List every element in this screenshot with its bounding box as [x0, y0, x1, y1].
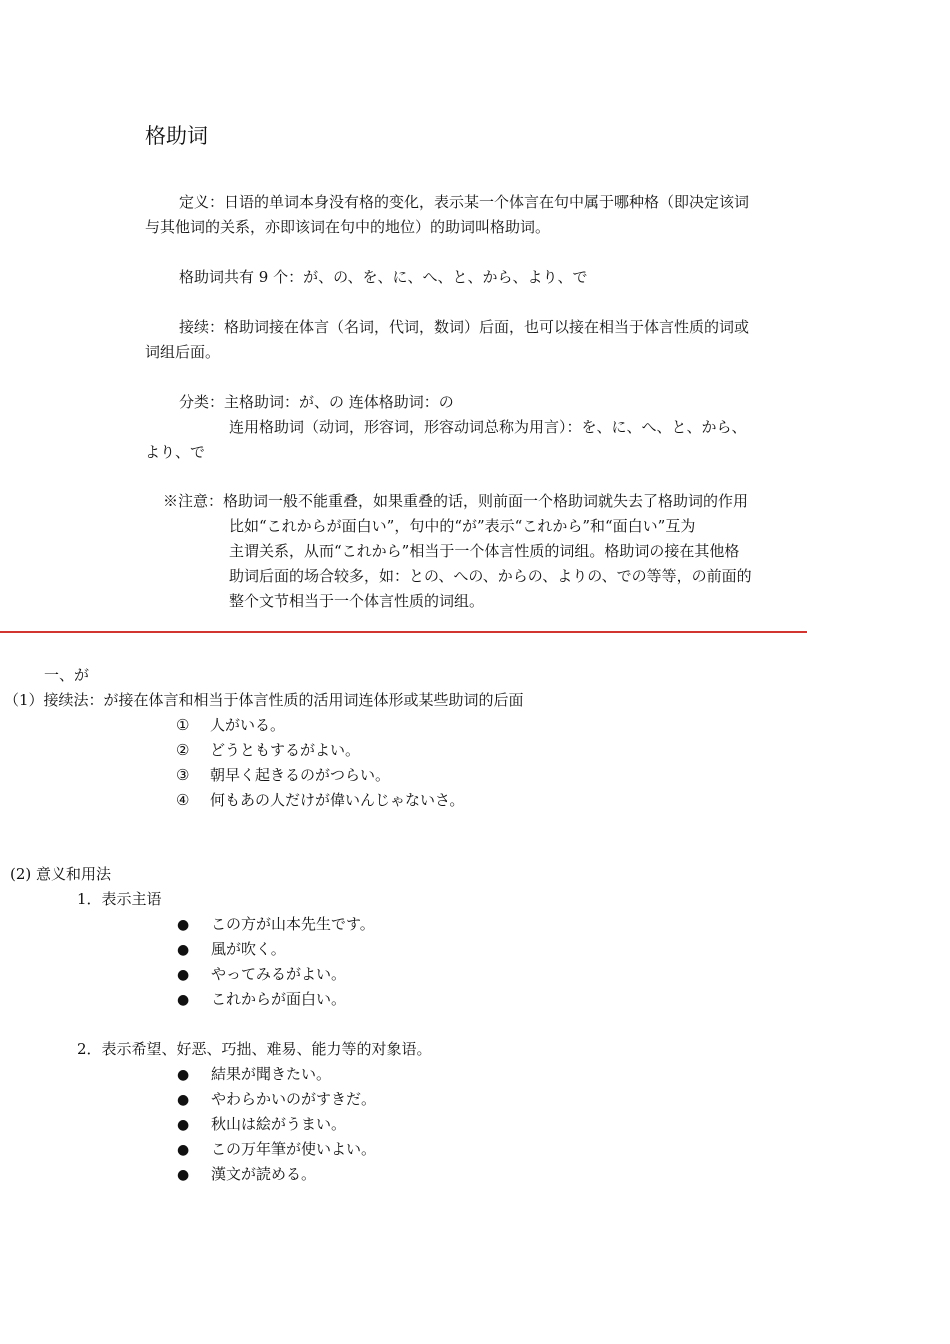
bullet-item	[177, 962, 346, 988]
classification-line-2: 连用格助词（动词，形容词，形容动词总称为用言）：を、に、へ、と、から、	[229, 418, 747, 436]
bullet-item	[177, 1087, 376, 1113]
connection-line-2: 词组后面。	[145, 343, 221, 361]
bullet-item	[177, 1137, 376, 1163]
bullet-text: やってみるがよい。	[211, 965, 347, 983]
bullet-icon: ●	[177, 942, 190, 958]
bullet-text: これからが面白い。	[211, 990, 347, 1008]
example-text: 人がいる。	[210, 716, 286, 734]
bullet-icon: ●	[177, 967, 190, 983]
bullet-icon: ●	[177, 1142, 190, 1158]
bullet-text: この方が山本先生です。	[211, 915, 375, 933]
bullet-text: 漢文が読める。	[211, 1165, 317, 1183]
example-marker: ①	[176, 716, 190, 734]
definition-line-1: 定义：日语的单词本身没有格的变化，表示某一个体言在句中属于哪种格（即决定该词	[179, 193, 750, 211]
connection-line-1: 接续：格助词接在体言（名词，代词，数词）后面，也可以接在相当于体言性质的词或	[179, 318, 750, 336]
bullet-icon: ●	[177, 1167, 190, 1183]
example-text: 何もあの人だけが偉いんじゃないさ。	[210, 791, 465, 809]
bullet-item	[177, 1112, 346, 1138]
part2-heading: (2) 意义和用法	[10, 865, 112, 883]
bullet-item	[177, 1062, 331, 1088]
example-item	[176, 738, 360, 763]
bullet-text: この万年筆が使いよい。	[211, 1140, 377, 1158]
example-marker: ②	[176, 741, 190, 759]
example-text: どうともするがよい。	[210, 741, 361, 759]
definition-line-2: 与其他词的关系，亦即该词在句中的地位）的助词叫格助词。	[145, 218, 551, 236]
bullet-item	[177, 1162, 316, 1188]
part1-heading: （1）接续法：が接在体言和相当于体言性质的活用词连体形或某些助词的后面	[4, 691, 524, 709]
page-title: 格助词	[145, 124, 208, 148]
example-item	[176, 763, 390, 788]
bullet-item	[177, 937, 286, 963]
note-line-1: ※注意：格助词一般不能重叠，如果重叠的话，则前面一个格助词就失去了格助词的作用	[163, 492, 749, 510]
bullet-item	[177, 912, 375, 938]
example-item	[176, 713, 285, 738]
example-marker: ③	[176, 766, 190, 784]
bullet-icon: ●	[177, 917, 190, 933]
note-line-2: 比如“これからが面白い”，句中的“が”表示“これから”和“面白い”互为	[229, 517, 696, 535]
bullet-text: 結果が聞きたい。	[211, 1065, 332, 1083]
bullet-text: 秋山は絵がうまい。	[211, 1115, 347, 1133]
section-heading: 一、が	[44, 666, 90, 684]
bullet-item	[177, 987, 346, 1013]
note-line-4: 助词后面的场合较多，如：との、への、からの、よりの、での等等，の前面的	[229, 567, 752, 585]
bullet-icon: ●	[177, 1092, 190, 1108]
bullet-icon: ●	[177, 992, 190, 1008]
note-line-5: 整个文节相当于一个体言性质的词组。	[229, 592, 485, 610]
example-item	[176, 788, 464, 813]
classification-line-3: より、で	[145, 443, 206, 461]
example-text: 朝早く起きるのがつらい。	[210, 766, 391, 784]
usage1-heading: 1．表示主语	[77, 890, 162, 908]
note-line-3: 主谓关系，从而“これから”相当于一个体言性质的词组。格助词の接在其他格	[229, 542, 740, 560]
bullet-icon: ●	[177, 1117, 190, 1133]
usage2-heading: 2．表示希望、好恶、巧拙、难易、能力等的对象语。	[77, 1040, 432, 1058]
classification-line-1: 分类：主格助词：が、の 连体格助词：の	[179, 393, 454, 411]
count-line: 格助词共有 9 个：が、の、を、に、へ、と、から、より、で	[179, 268, 588, 286]
example-marker: ④	[176, 791, 190, 809]
section-divider	[0, 631, 807, 633]
bullet-icon: ●	[177, 1067, 190, 1083]
bullet-text: 風が吹く。	[211, 940, 286, 958]
bullet-text: やわらかいのがすきだ。	[211, 1090, 377, 1108]
